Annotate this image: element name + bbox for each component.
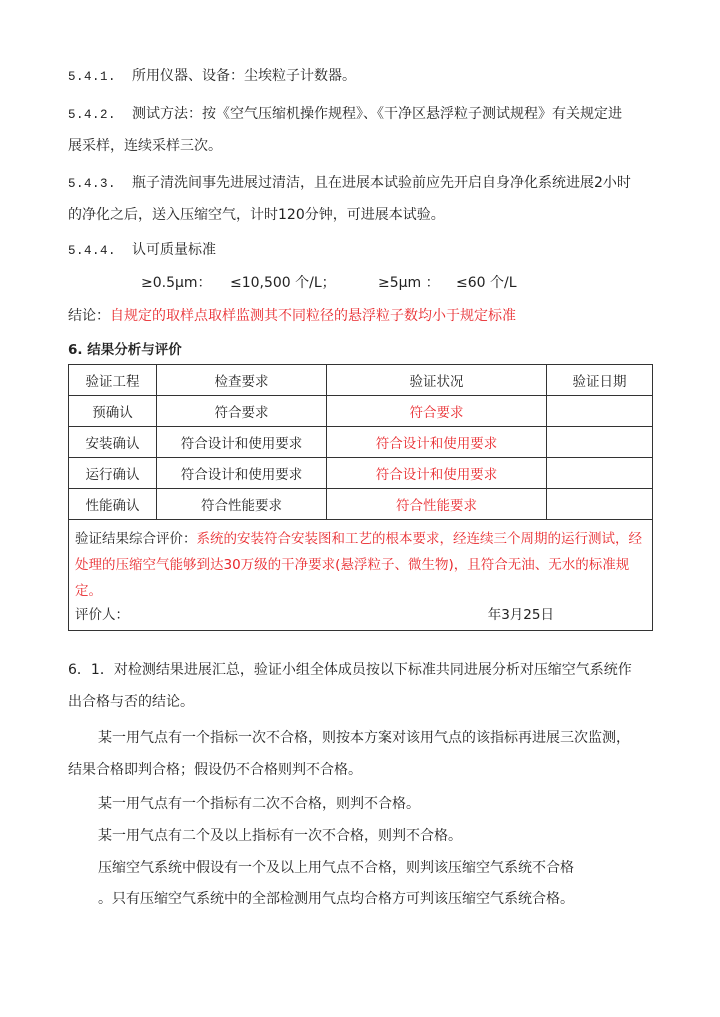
date-cell [547, 489, 653, 520]
requirement-cell: 符合设计和使用要求 [157, 427, 327, 458]
header-cell: 验证日期 [547, 365, 653, 396]
table-row [69, 427, 653, 458]
conclusion [68, 306, 516, 326]
standard-limit-0-5: ≤10,500 个/L； [230, 275, 336, 291]
evaluation-date: 年3月25日 [487, 607, 554, 623]
item-cell: 安装确认 [69, 427, 157, 458]
date-cell [547, 427, 653, 458]
evaluation-text: 系统的安装符合安装图和工艺的根本要求，经连续三个周期的运行测试，经处理的压缩空气能够到达30万级的干净要求(悬浮粒子、微生物)，且符合无油、无水的标准规定。 [75, 531, 642, 599]
table-header-row [69, 365, 653, 396]
item-5-4-1 [68, 66, 356, 87]
rule-2: 某一用气点有一个指标有二次不合格，则判不合格。 [98, 796, 420, 812]
item-text-line1: 测试方法：按《空气压缩机操作规程》、《干净区悬浮粒子测试规程》有关规定进 [132, 106, 622, 122]
standard-particle-0-5: ≥0.5μm： [141, 275, 212, 291]
status-cell: 符合设计和使用要求 [327, 427, 547, 458]
evaluator-label: 评价人： [75, 607, 129, 623]
item-text-line1: 瓶子清洗间事先进展过清洁，且在进展本试验前应先开启自身净化系统进展2小时 [132, 175, 631, 191]
rule-4: 压缩空气系统中假设有一个及以上用气点不合格，则判该压缩空气系统不合格 [98, 860, 574, 876]
evaluation-cell [69, 520, 653, 631]
header-cell: 检查要求 [157, 365, 327, 396]
status-cell: 符合性能要求 [327, 489, 547, 520]
standard-limit-5: ≤60 个/L [456, 275, 517, 291]
item-cell: 运行确认 [69, 458, 157, 489]
item-number: 5.4.3. [68, 177, 117, 191]
item-cell: 性能确认 [69, 489, 157, 520]
evaluation-summary [75, 526, 646, 604]
rule-3: 某一用气点有二个及以上指标有一次不合格，则判不合格。 [98, 828, 462, 844]
evaluation-footer [75, 604, 646, 626]
status-cell: 符合设计和使用要求 [327, 458, 547, 489]
requirement-cell: 符合要求 [157, 396, 327, 427]
rule-5: 。只有压缩空气系统中的全部检测用气点均合格方可判该压缩空气系统合格。 [98, 891, 574, 907]
date-cell [547, 396, 653, 427]
header-cell: 验证工程 [69, 365, 157, 396]
item-5-4-3 [68, 173, 631, 194]
section-6-1-line2: 出合格与否的结论。 [68, 694, 194, 710]
table-row [69, 489, 653, 520]
item-number: 5.4.4. [68, 244, 117, 258]
item-number: 5.4.2. [68, 108, 117, 122]
rule-1-line1: 某一用气点有一个指标一次不合格，则按本方案对该用气点的该指标再进展三次监测， [98, 730, 630, 746]
item-5-4-4 [68, 240, 216, 261]
table-row [69, 396, 653, 427]
evaluation-label: 验证结果综合评价： [75, 531, 197, 547]
item-number: 5.4.1. [68, 70, 117, 84]
item-5-4-2 [68, 104, 622, 125]
item-text: 认可质量标准 [132, 242, 216, 258]
section-6-title: 6. 结果分析与评价 [68, 342, 182, 358]
conclusion-text: 自规定的取样点取样监测其不同粒径的悬浮粒子数均小于规定标准 [110, 308, 516, 324]
header-cell: 验证状况 [327, 365, 547, 396]
date-cell [547, 458, 653, 489]
status-cell: 符合要求 [327, 396, 547, 427]
section-6-1-line1: 6．1．对检测结果进展汇总，验证小组全体成员按以下标准共同进展分析对压缩空气系统作 [68, 662, 632, 678]
evaluation-row [69, 520, 653, 631]
item-cell: 预确认 [69, 396, 157, 427]
standard-particle-5: ≥5μm ： [378, 275, 440, 291]
requirement-cell: 符合设计和使用要求 [157, 458, 327, 489]
conclusion-label: 结论： [68, 308, 110, 324]
requirement-cell: 符合性能要求 [157, 489, 327, 520]
item-text: 所用仪器、设备：尘埃粒子计数器。 [132, 68, 356, 84]
results-table [68, 364, 653, 631]
table-row [69, 458, 653, 489]
rule-1-line2: 结果合格即判合格；假设仍不合格则判不合格。 [68, 762, 362, 778]
item-5-4-3-cont: 的净化之后，送入压缩空气，计时120分钟，可进展本试验。 [68, 207, 445, 223]
item-5-4-2-cont: 展采样，连续采样三次。 [68, 138, 222, 154]
